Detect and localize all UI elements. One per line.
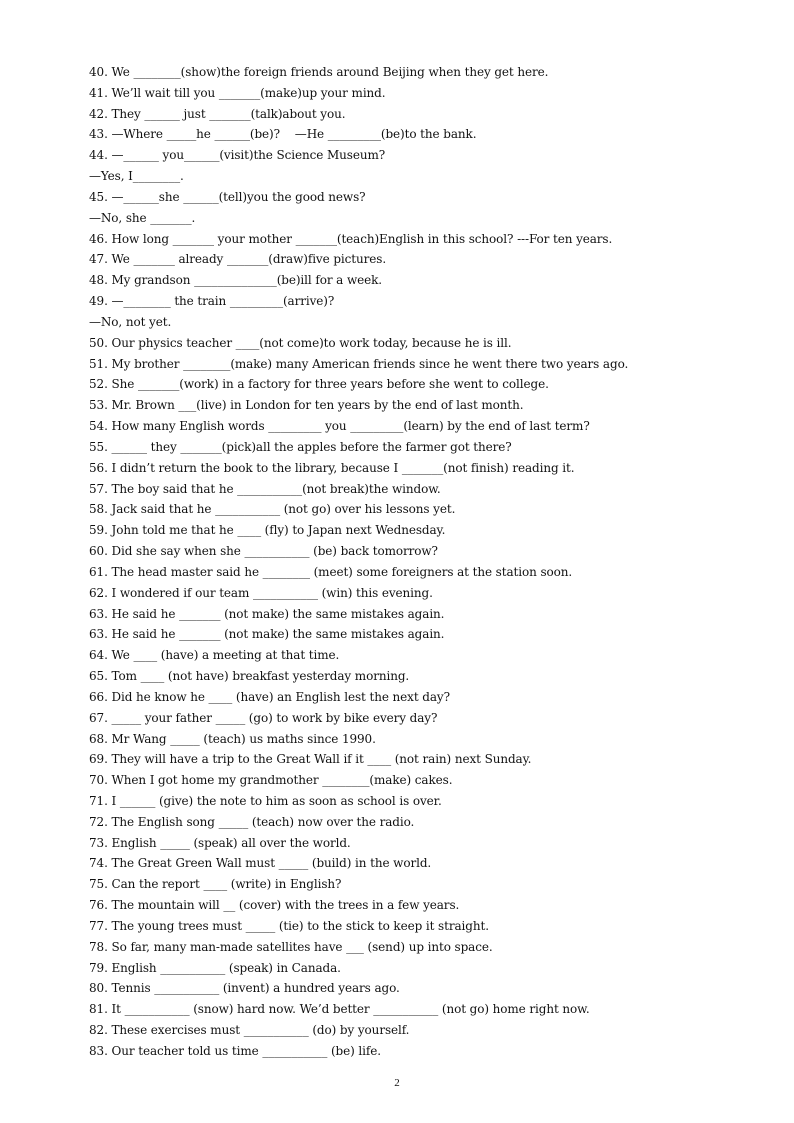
exercise-line: 75. Can the report ____ (write) in English? <box>89 877 342 892</box>
exercise-line: 74. The Great Green Wall must _____ (build) in the world. <box>89 856 432 871</box>
exercise-line: 71. I ______ (give) the note to him as soon as school is over. <box>89 793 442 808</box>
exercise-line: 65. Tom ____ (not have) breakfast yesterday morning. <box>89 669 410 684</box>
exercise-line: 54. How many English words _________ you _________(learn) by the end of last term? <box>89 419 590 434</box>
exercise-line: 68. Mr Wang _____ (teach) us maths since 1990. <box>89 731 376 746</box>
exercise-line: 76. The mountain will __ (cover) with the trees in a few years. <box>89 898 460 913</box>
exercise-line: 45. —______she ______(tell)you the good news? <box>89 189 366 204</box>
exercise-line: 50. Our physics teacher ____(not come)to work today, because he is ill. <box>89 335 512 350</box>
exercise-line: 83. Our teacher told us time ___________ (be) life. <box>89 1043 381 1058</box>
exercise-line: 81. It ___________ (snow) hard now. We’d better ___________ (not go) home right now. <box>89 1002 590 1017</box>
exercise-line: 58. Jack said that he ___________ (not go) over his lessons yet. <box>89 502 456 517</box>
exercise-list <box>89 62 779 1062</box>
exercise-line: 42. They ______ just _______(talk)about you. <box>89 106 346 121</box>
exercise-line: 63. He said he _______ (not make) the same mistakes again. <box>89 606 445 621</box>
exercise-line: 62. I wondered if our team ___________ (win) this evening. <box>89 585 433 600</box>
exercise-line: 43. —Where _____he ______(be)? —He _________(be)to the bank. <box>89 127 477 142</box>
exercise-line: 69. They will have a trip to the Great Wall if it ____ (not rain) next Sunday. <box>89 752 532 767</box>
exercise-line: 66. Did he know he ____ (have) an English lest the next day? <box>89 689 450 704</box>
exercise-line: 46. How long _______ your mother _______(teach)English in this school? ---For ten years. <box>89 231 613 246</box>
exercise-line: 59. John told me that he ____ (fly) to Japan next Wednesday. <box>89 523 446 538</box>
exercise-line: 49. —________ the train _________(arrive)? <box>89 294 335 309</box>
exercise-line: 48. My grandson ______________(be)ill for a week. <box>89 273 383 288</box>
exercise-line: 79. English ___________ (speak) in Canada. <box>89 960 341 975</box>
exercise-line: 52. She _______(work) in a factory for three years before she went to college. <box>89 377 549 392</box>
exercise-line: 70. When I got home my grandmother ________(make) cakes. <box>89 773 453 788</box>
exercise-line: —Yes, I________. <box>89 169 184 184</box>
exercise-line: 82. These exercises must ___________ (do) by yourself. <box>89 1023 410 1038</box>
exercise-line: 40. We ________(show)the foreign friends around Beijing when they get here. <box>89 65 549 79</box>
page-number: 2 <box>394 1077 400 1089</box>
exercise-line: 51. My brother ________(make) many American friends since he went there two years ago. <box>89 356 629 371</box>
exercise-line: 61. The head master said he ________ (meet) some foreigners at the station soon. <box>89 564 573 579</box>
exercise-line: 57. The boy said that he ___________(not break)the window. <box>89 481 441 496</box>
exercise-line: 53. Mr. Brown ___(live) in London for ten years by the end of last month. <box>89 398 524 413</box>
exercise-line: 77. The young trees must _____ (tie) to the stick to keep it straight. <box>89 918 489 933</box>
exercise-line: 67. _____ your father _____ (go) to work by bike every day? <box>89 710 438 725</box>
exercise-line: 64. We ____ (have) a meeting at that time. <box>89 648 340 663</box>
exercise-line: 73. English _____ (speak) all over the world. <box>89 835 351 850</box>
exercise-line: 63. He said he _______ (not make) the same mistakes again. <box>89 627 445 642</box>
exercise-line: 78. So far, many man-made satellites have ___ (send) up into space. <box>89 939 493 954</box>
exercise-line: 47. We _______ already _______(draw)five pictures. <box>89 252 387 267</box>
exercise-line: 56. I didn’t return the book to the library, because I _______(not finish) reading it. <box>89 460 575 475</box>
exercise-line: 41. We’ll wait till you _______(make)up your mind. <box>89 85 386 100</box>
exercise-line: 44. —______ you______(visit)the Science Museum? <box>89 148 386 163</box>
exercise-line: 72. The English song _____ (teach) now over the radio. <box>89 814 415 829</box>
exercise-line: —No, not yet. <box>89 314 172 329</box>
exercise-line: 80. Tennis ___________ (invent) a hundred years ago. <box>89 981 400 996</box>
exercise-line: 55. ______ they _______(pick)all the apples before the farmer got there? <box>89 439 512 454</box>
exercise-line: —No, she _______. <box>89 210 196 225</box>
exercise-line: 60. Did she say when she ___________ (be) back tomorrow? <box>89 544 438 559</box>
